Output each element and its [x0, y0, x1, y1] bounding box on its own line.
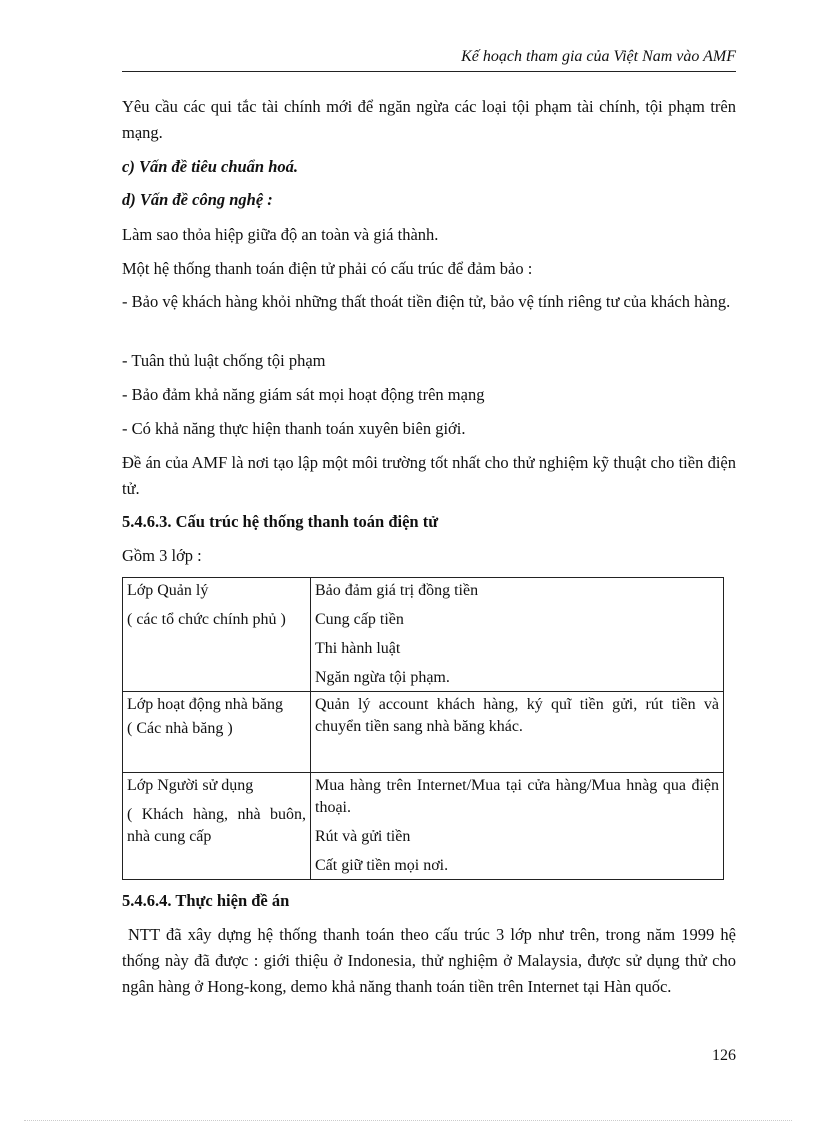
section-heading-5-4-6-3: 5.4.6.3. Cấu trúc hệ thống thanh toán điện tử: [122, 512, 439, 531]
heading-technology: d) Vấn đề công nghệ :: [122, 190, 273, 209]
bullet-monitoring: - Bảo đảm khả năng giám sát mọi hoạt động trên mạng: [122, 385, 485, 404]
layer-cell: [123, 578, 311, 692]
layer-cell: [123, 692, 311, 773]
layer-name: Lớp Quản lý: [127, 582, 209, 599]
role-item: Thi hành luật: [315, 640, 401, 657]
bullet-cross-border: - Có khả năng thực hiện thanh toán xuyên biên giới.: [122, 419, 466, 438]
bullet-protect-customers: - Bảo vệ khách hàng khỏi những thất thoát tiền điện tử, bảo vệ tính riêng tư của khách hàng.: [122, 292, 731, 311]
role-item: Quản lý account khách hàng, ký quĩ tiền gửi, rút tiền và chuyển tiền sang nhà băng khác.: [315, 696, 719, 735]
table-row: [123, 578, 724, 692]
payment-layers-table: [122, 577, 724, 880]
layer-name: Lớp hoạt động nhà băng: [127, 696, 283, 713]
layer-cell: [123, 773, 311, 880]
paragraph-amf-project: Đề án của AMF là nơi tạo lập một môi trường tốt nhất cho thử nghiệm kỹ thuật cho tiền điện tử.: [122, 453, 736, 498]
roles-cell: [311, 773, 724, 880]
paragraph-financial-rules: Yêu cầu các qui tắc tài chính mới để ngăn ngừa các loại tội phạm tài chính, tội phạm trên mạng.: [122, 97, 736, 142]
role-item: Cung cấp tiền: [315, 611, 404, 628]
paragraph-structure-intro: Một hệ thống thanh toán điện tử phải có cấu trúc để đảm bảo :: [122, 259, 533, 278]
table-row: [123, 773, 724, 880]
layer-name: Lớp Người sử dụng: [127, 777, 254, 794]
role-item: Bảo đảm giá trị đồng tiền: [315, 582, 479, 599]
role-item: Rút và gửi tiền: [315, 828, 411, 845]
page-number: 126: [712, 1047, 736, 1064]
roles-cell: [311, 692, 724, 773]
layer-members: ( các tổ chức chính phủ ): [127, 611, 286, 628]
role-item: Ngăn ngừa tội phạm.: [315, 669, 450, 686]
role-item: Cất giữ tiền mọi nơi.: [315, 857, 449, 874]
page-bottom-divider: [24, 1120, 792, 1121]
running-header: Kế hoạch tham gia của Việt Nam vào AMF: [122, 48, 736, 72]
table-row: [123, 692, 724, 773]
layer-members: ( Khách hàng, nhà buôn, nhà cung cấp: [127, 806, 306, 845]
bullet-anti-crime-law: - Tuân thủ luật chống tội phạm: [122, 351, 326, 370]
role-item: Mua hàng trên Internet/Mua tại cửa hàng/Mua hnàg qua điện thoại.: [315, 777, 719, 816]
paragraph-ntt-implementation: NTT đã xây dựng hệ thống thanh toán theo cấu trúc 3 lớp như trên, trong năm 1999 hệ thống này đã được : giới thiệu ở Indonesia, thử nghiệm ở Malaysia, được sử dụng thử cho ngân hàng ở Hong-kong, demo khả năng thanh toán tiền trên Internet tại Hàn quốc.: [122, 925, 736, 996]
paragraph-three-layers: Gồm 3 lớp :: [122, 546, 202, 565]
roles-cell: [311, 578, 724, 692]
heading-standardization: c) Vấn đề tiêu chuẩn hoá.: [122, 157, 299, 176]
section-heading-5-4-6-4: 5.4.6.4. Thực hiện đề án: [122, 891, 290, 910]
paragraph-security-cost: Làm sao thỏa hiệp giữa độ an toàn và giá thành.: [122, 225, 439, 244]
layer-members: ( Các nhà băng ): [127, 720, 233, 737]
